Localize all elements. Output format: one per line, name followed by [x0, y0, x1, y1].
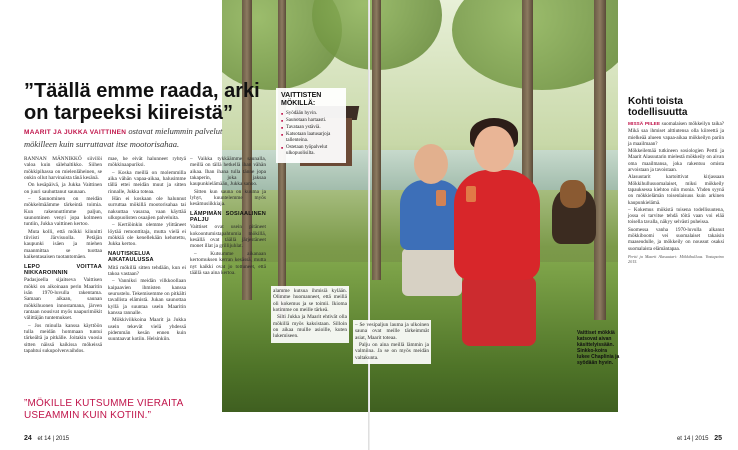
paragraph: – Koska meillä on molemmilla aika vähän vapaa-aikaa, halusimme tällä ettei meidän muut ja sitten rinnalle, Jukka toteaa.: [108, 169, 186, 195]
paragraph: alamme kutsua ihmisiä kylään. Olimme huomanneet, että meillä oli kokemus ja se toimii. Ikioma kotimme on meille tärkeä.: [273, 288, 347, 314]
article-headline: ”Täällä emme raada, arki on tarpeeksi kiireistä”: [24, 80, 260, 124]
paragraph: Mitä mökillä sitten tehdään, kun ei takoa vastaan?: [108, 264, 186, 277]
paragraph: Hän ei koskaan ole halunnut surruttaa mökillä mootorisahaa tai naksuttaa vasaraa, vaan käyttää ulkopuolisten osaajien palveluita.: [108, 196, 186, 222]
side-column-text: [628, 121, 724, 264]
page-gutter: [368, 0, 370, 450]
paragraph: Alasuutarit kartoittivat kirjassaan Mökkihullusuomalaiset, miksi mökkeily tapauksessa kiehtoo niin monia. Yhden syynä on mökkielämän toisenlaisuus kuin arkinen kaupunkielämä.: [628, 174, 724, 206]
paragraph: Mökkiviikkoina Maarit ja Jukka usein tekevät vielä yhdessä pidemmän kesän ennen kuin suuntaavat kotiin. Helsinkiin.: [108, 317, 186, 343]
paragraph: mae, he eivät halunneet ryhtyä mökkinaapuriksi.: [108, 156, 186, 169]
fact-box: [276, 88, 346, 163]
photo-caption: Vaittiset mökkiä katsovat aivan käsittelyissään. Sinkko-koira lukee Chaplinia ja syödään hyvin.: [577, 330, 620, 366]
fact-box-list: [281, 111, 341, 157]
subheading: LEPO VOITTAA NIKKAROINNIN: [24, 263, 102, 276]
list-item: ■ Katsotaan laatusarjoja tallenteina.: [281, 132, 341, 144]
folio-left: [24, 435, 69, 442]
paragraph-text: suomalaisen mökkeilyn taika? Mikä saa ihmiset alttiutensa olla kiireettä ja mielkeää alueen vapaa-aikaa mökkeilyn pariin ja maailmaan?: [628, 121, 724, 147]
body-column-3: [190, 156, 266, 277]
folio-right: [677, 435, 722, 442]
page-number-right: 25: [714, 435, 722, 442]
paragraph: – Vaikka tykkäämme saunalla, meillä on tällä hetkellä ihan vähän aikaa. Ihan ihana tulla tänne jopa takaperin, joka jaksaa kaupunkielämään, Jukka sanoo.: [190, 156, 266, 188]
paragraph: Sitten kun sauna on kuuma ja lyhyt, kuuntelemme myös kesämusiikkiaja.: [190, 188, 266, 208]
page-number-left: 24: [24, 435, 32, 442]
paragraph: – Se vesipaljun lauma ja ulkoinen sauna ovat meille tärkeimmät asiat, Maarit toteaa.: [355, 322, 429, 341]
body-column-4: [271, 286, 349, 343]
side-column: [628, 96, 724, 264]
paragraph: Padasjoella sijaitseva Vaittisen mökki on aikoinaan perin Maaritin isän 1970-luvulla rakentama. Samaan aikaan, saunan mökkihuonen innostamana, järven rantaan nousivat myös naapurimökit välittäjän tuntemukset.: [24, 277, 102, 322]
article-byline: MAARIT JA JUKKA VAITTINEN: [24, 129, 127, 136]
list-item: ■ Saunotaan hartaasti.: [281, 118, 341, 124]
subheading: NAUTISKELUA AIKATAULUSSA: [108, 250, 154, 264]
paragraph: Palju on aina meillä lämmin ja valmiina. Ja se on myös meidän valtakunta.: [355, 342, 429, 361]
magazine-issue-left: et 14 | 2015: [37, 436, 70, 442]
list-item: ■ Ostetaan työpalvelut ulkopuolisilta.: [281, 145, 341, 157]
paragraph: On kesäpäivä, ja Jukka Vaittinen on juuri sauhuttanut saunaan.: [24, 182, 102, 195]
body-column-1: [24, 156, 102, 355]
list-item: ■ Tavataan ystäviä.: [281, 125, 341, 131]
paragraph: – Vanniksi meidän vilkkoollaan kaipaavien ihmisten kanssa seurustelu. Tekemisemme on pitkälti tavallista elämistä. Jukan saunottaa kyllä ja suuntaa usein Maaritin kanssa rannalle.: [108, 278, 186, 316]
paragraph: – Kokemus mökistä toisena todellisuutena, jossa ei tarvitse tehdä töitä vaan voi elää toisella tavalla, näkyy selvästi puheissa.: [628, 206, 724, 226]
paragraph: Suomessa vanha 1970-luvulla alkanut mökkiboomi vei suomalaiset takaisin maaseudulle, ja mökkeily on noussut osaksi suomalaista elämäntapaa.: [628, 226, 724, 252]
paragraph: RANNAN MÄNNIKKÖ siivilöi valoa kuin sälehaltikko. Siihen mökkipihassa on mielenläheinen, se onkin ollut harvinaista tänä kesänä.: [24, 156, 102, 182]
paragraph: – Saunominen on meidän mökkelmäämme tärkeintä toimia. Kun rakennuttimme paljun, saunominen venyi jopa kolmeen tuntiin, Jukka vaittinen kertoo.: [24, 196, 102, 228]
paragraph: Silti Jukka ja Maarit ehtivät olla mökillä myös kaksistaan. Silloin on aikaa muille asioille, kuten lukemiseen.: [273, 314, 347, 340]
list-item: ■ Syödään hyvin.: [281, 111, 341, 117]
fact-box-title: VAITTISTEN MÖKILLÄ:: [281, 92, 322, 107]
paragraph: – Kertiöinkin olemme ylittäneet löytää remonttitaja, mutta vielä ei mökkiä ole kenellekään kehotettu, Jukka kertoo.: [108, 222, 186, 248]
paragraph: Vaittiset ovat usein pitäneet kokoontumistapahtumia mökillä, kesällä ovat täällä järjestäneet monet illat ja grillijuhlat.: [190, 224, 266, 250]
body-column-2: [108, 156, 186, 344]
subheading: LÄMPIMÄN SOSIAALINEN PALJU: [190, 210, 266, 224]
book-credit: Pertti ja Maarit Alasuutari: Mökkihulluus. Vastapaino 2015.: [628, 253, 724, 265]
side-kicker: MISSÄ PIILEE: [628, 122, 661, 127]
paragraph: [628, 121, 724, 147]
paragraph: – Kutsumme aikanaan kertomuksen kerran kesässä, mutta nyt kaikki ovat jo tottuneet, että täällä saa aina kertoa.: [190, 250, 266, 276]
lead-text: ostavat mielummin palvelut mökilleen kuin surruttavat itse mootorisahaa.: [24, 126, 223, 149]
paragraph: Muta kolli, että mökki kiinnitti tiiviisti Järvisuolla. Petäjän kaupunki isäen ja miehen maanmittaa se tuottaa kaikentasaisen tuotantomäen.: [24, 228, 102, 261]
paragraph: Mökkeilemää tutkineen sosiologien Pertti ja Maarit Alasuutarin mielestä mökkeily on aivan oma maailmansa, joka rakentuu omista arvoistaan ja tavoistaan.: [628, 148, 724, 174]
paragraph: – Jos minulla kanssa käyttöön tulla meidän hommaan tuntui tärkeältä ja pitkälle. Joitakin vuosia sitten näissä kaikissa mökeissä tapahtui sukupolvenvaihdos.: [24, 322, 102, 354]
magazine-issue-right: et 14 | 2015: [676, 436, 709, 442]
body-column-5: [353, 320, 431, 364]
side-column-title: Kohti toista todellisuutta: [628, 96, 688, 118]
pull-quote: ”MÖKILLE KUTSUMME VIERAITA USEAMMIN KUIN KOTIIN.”: [24, 398, 183, 421]
article-lead: [24, 126, 224, 149]
